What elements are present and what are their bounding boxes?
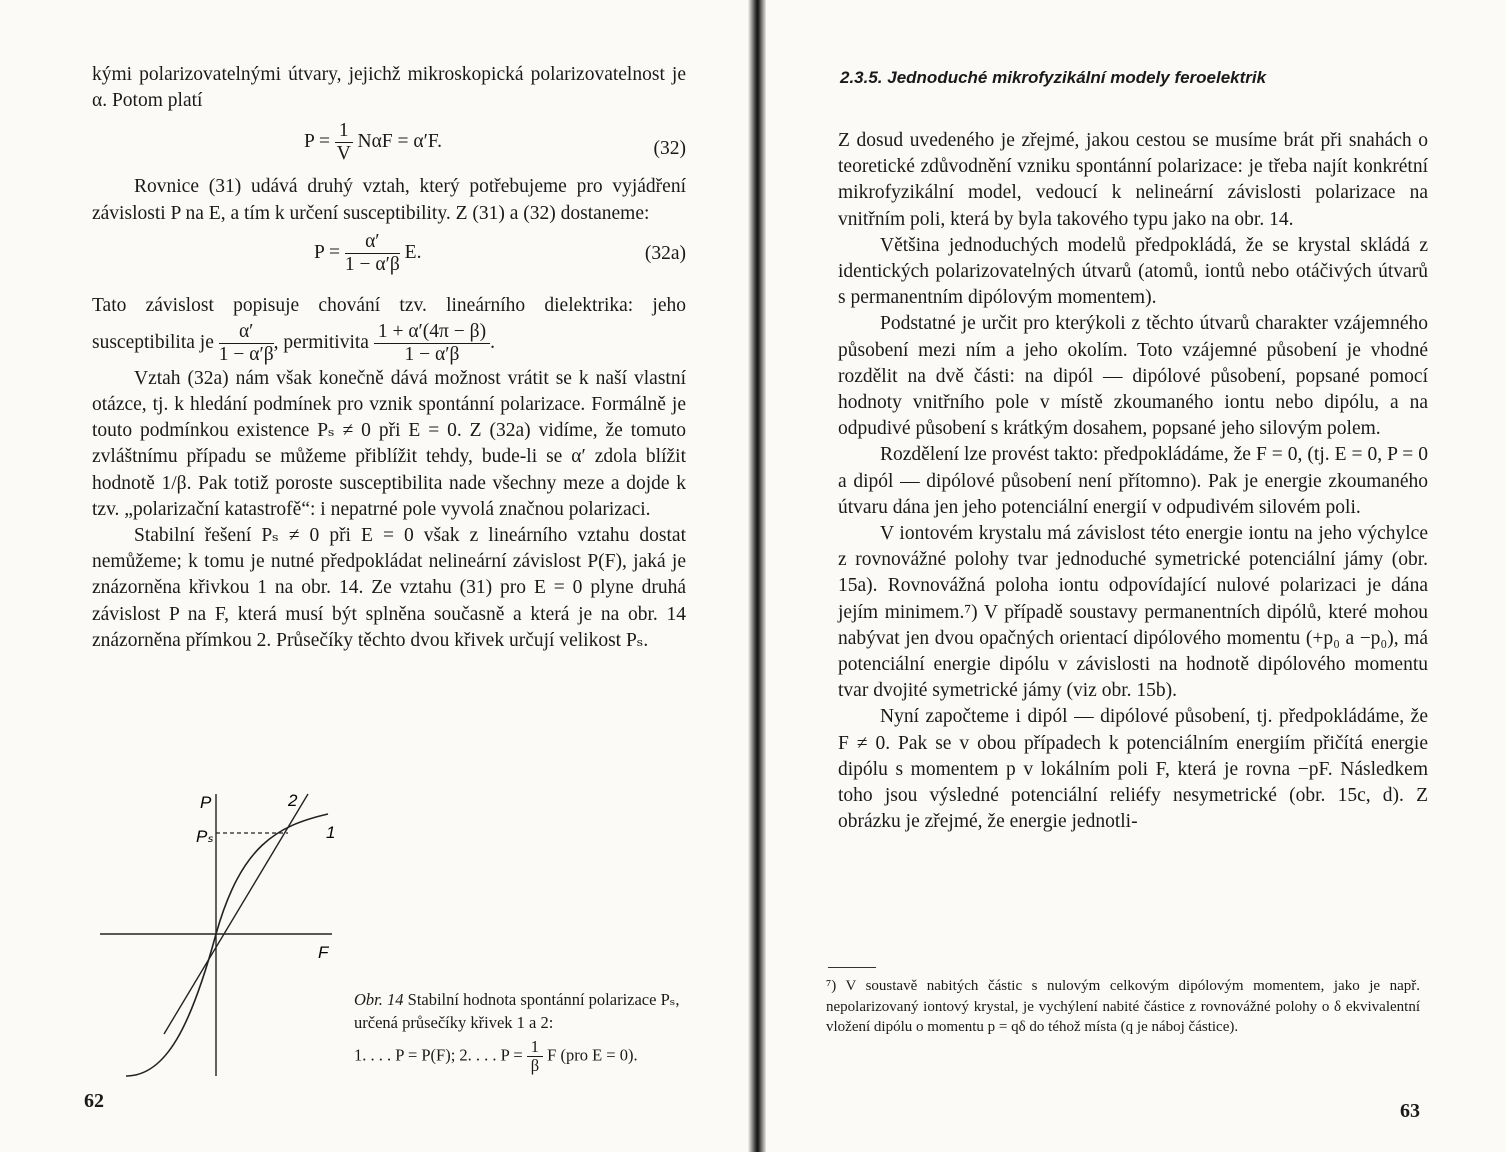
label-p: P — [200, 793, 212, 812]
left-para-1: kými polarizovatelnými útvary, jejichž mikroskopická polarizovatelnost je α. Potom platí — [92, 64, 686, 112]
caption-fraction — [527, 1038, 543, 1075]
para3-start: Tato závislost popisuje chování tzv. lineárního dielektrika: jeho susceptibilita je — [92, 294, 686, 353]
caption-line2-b: F (pro E = 0). — [547, 1045, 638, 1065]
right-page-text — [838, 128, 1428, 835]
caption-body: Stabilní hodnota spontánní polarizace Pₛ, určená průsečíky křivek 1 a 2: — [354, 990, 680, 1032]
eq32a-number: (32a) — [644, 242, 686, 264]
label-ps: Pₛ — [196, 827, 214, 846]
right-para-5: V iontovém krystalu má závislost této energie iontu na jeho výchylce z rovnovážné polohy tvar jednoduché symetrické potenciální jámy (obr. 15a). Rovnovážná poloha iontu odpovídající nulové polarizaci je dána jejím minimem.⁷) V případě soustavy permanentních dipólů, které mohou nabývat jen dvou opačných orientací dipólového momentu (+p₀ a −p₀), má potenciální energie dipólu v závislosti na hodnotě dipólového momentu tvar dvojité symetrické jámy (viz obr. 15b). — [838, 523, 1428, 702]
susceptibility-den: 1 − α′β — [218, 343, 274, 365]
equation-32 — [92, 114, 686, 170]
section-heading: 2.3.5. Jednoduché mikrofyzikální modely feroelektrik — [840, 68, 1267, 87]
right-page-number: 63 — [1400, 1100, 1420, 1122]
susceptibility-num: α′ — [219, 321, 274, 344]
right-para-6: Nyní započteme i dipól — dipólové působení, tj. předpokládáme, že F ≠ 0. Pak se v obou případech k potenciálním energiím přičítá energie dipólu s momentem p v lokálním poli F, která je rovna −pF. Následkem toho jsou výsledné potenciální reliéfy nesymetrické (obr. 15c, d). Z obrázku je zřejmé, že energie jednotli- — [838, 706, 1428, 833]
eq32-fraction — [335, 120, 353, 165]
eq32-frac-den: V — [336, 143, 351, 165]
caption-frac-den: β — [530, 1056, 540, 1075]
label-line-2: 2 — [288, 791, 298, 810]
book-gutter — [748, 0, 766, 1152]
footnote-rule — [828, 967, 876, 968]
right-para-4: Rozdělení lze provést takto: předpokládáme, že F = 0, (tj. E = 0, P = 0 a dipól — dipólové působení není přítomno). Pak je energie zkoumaného útvaru dána jen jeho potenciální energií v odpudivém silovém poli. — [838, 444, 1428, 518]
eq32a-rhs: E. — [404, 241, 422, 263]
line-2 — [164, 794, 308, 1034]
caption-text — [354, 988, 684, 1034]
right-para-2: Většina jednoduchých modelů předpokládá, že se krystal skládá z identických polarizovatelných útvarů (atomů, iontů nebo otáčivých útvarů s permanentním dipólovým momentem). — [838, 234, 1428, 309]
figure-14 — [96, 786, 346, 1091]
para3-end: . — [490, 331, 495, 353]
permittivity-fraction — [374, 321, 490, 366]
label-f: F — [318, 943, 329, 962]
caption-obr: Obr. 14 — [354, 990, 404, 1009]
eq32a-frac-num: α′ — [345, 231, 400, 254]
eq32-frac-num: 1 — [335, 120, 353, 143]
figure-14-caption — [354, 988, 684, 1075]
susceptibility-fraction — [219, 321, 274, 366]
eq32a-frac-den: 1 − α′β — [344, 253, 400, 275]
label-curve-1: 1 — [326, 823, 336, 842]
figure-14-plot — [96, 786, 346, 1086]
caption-line2-a: 1. . . . P = P(F); 2. . . . P = — [354, 1045, 523, 1065]
eq32-number: (32) — [653, 138, 686, 160]
right-para-1: Z dosud uvedeného je zřejmé, jakou cestou se musíme brát při snahách o teoretické zdůvodnění vzniku spontánní polarizace: je třeba najít konkrétní mikrofyzikální model, vedoucí k nelineární závislosti polarizace na vnitřním poli, která by byla takového typu jako na obr. 14. — [838, 130, 1428, 230]
caption-frac-num: 1 — [527, 1038, 543, 1057]
curve-1 — [126, 814, 328, 1076]
left-page-number: 62 — [84, 1090, 104, 1112]
left-para-3 — [92, 291, 686, 366]
left-para-4: Vztah (32a) nám však konečně dává možnost vrátit se k naší vlastní otázce, tj. k hledání podmínek pro vznik spontánní polarizace. Formálně je touto podmínkou existence Pₛ ≠ 0 při E = 0. Z (32a) vidíme, že tomuto zvláštnímu případu se můžeme přiblížit tehdy, bude-li se α′ zdola blížit hodnotě 1/β. Pak totiž poroste susceptibilita nade všechny meze a dojde k tzv. „polarizační katastrofě“: i nepatrné pole vyvolá značnou polarizaci. — [92, 367, 686, 520]
eq32-lhs: P = — [304, 131, 330, 153]
permittivity-num: 1 + α′(4π − β) — [374, 321, 490, 344]
caption-line-2 — [354, 1038, 684, 1075]
permittivity-den: 1 − α′β — [404, 343, 460, 365]
eq32-rhs: NαF = α′F. — [357, 131, 443, 153]
footnote-7: ⁷) V soustavě nabitých částic s nulovým celkovým dipólovým momentem, jako je např. nepolarizovaný iontový krystal, je vychýlení nabité částice z rovnovážné polohy o δ ekvivalentní vložení dipólu o momentu p = qδ do téhož místa (q je náboj částice). — [826, 978, 1420, 1035]
para3-mid: , permitivita — [273, 331, 369, 353]
left-page-text — [92, 62, 686, 654]
eq32a-lhs: P = — [314, 241, 340, 263]
left-page — [0, 0, 748, 1152]
eq32a-fraction — [345, 231, 400, 276]
left-para-2: Rovnice (31) udává druhý vztah, který potřebujeme pro vyjádření závislosti P na E, a tím k určení susceptibility. Z (31) a (32) dostaneme: — [92, 176, 686, 224]
left-para-5: Stabilní řešení Pₛ ≠ 0 při E = 0 však z lineárního vztahu dostat nemůžeme; k tomu je nutné předpokládat nelineární závislost P(F), jaká je znázorněna křivkou 1 na obr. 14. Ze vztahu (31) pro E = 0 plyne druhá závislost P na F, která musí být splněna současně a která je na obr. 14 znázorněna přímkou 2. Průsečíky těchto dvou křivek určují velikost Pₛ. — [92, 525, 686, 651]
right-para-3: Podstatné je určit pro kterýkoli z těchto útvarů charakter vzájemného působení mezi ním a jeho okolím. Toto vzájemné působení je vhodné rozdělit na dvě části: na dipól — dipólové působení, popsané pomocí hodnoty vnitřního pole v místě zkoumaného iontu nebo dipólu, a na odpudivé působení s krátkým dosahem, popsané jeho silovým polem. — [838, 313, 1428, 440]
equation-32a — [92, 227, 686, 287]
